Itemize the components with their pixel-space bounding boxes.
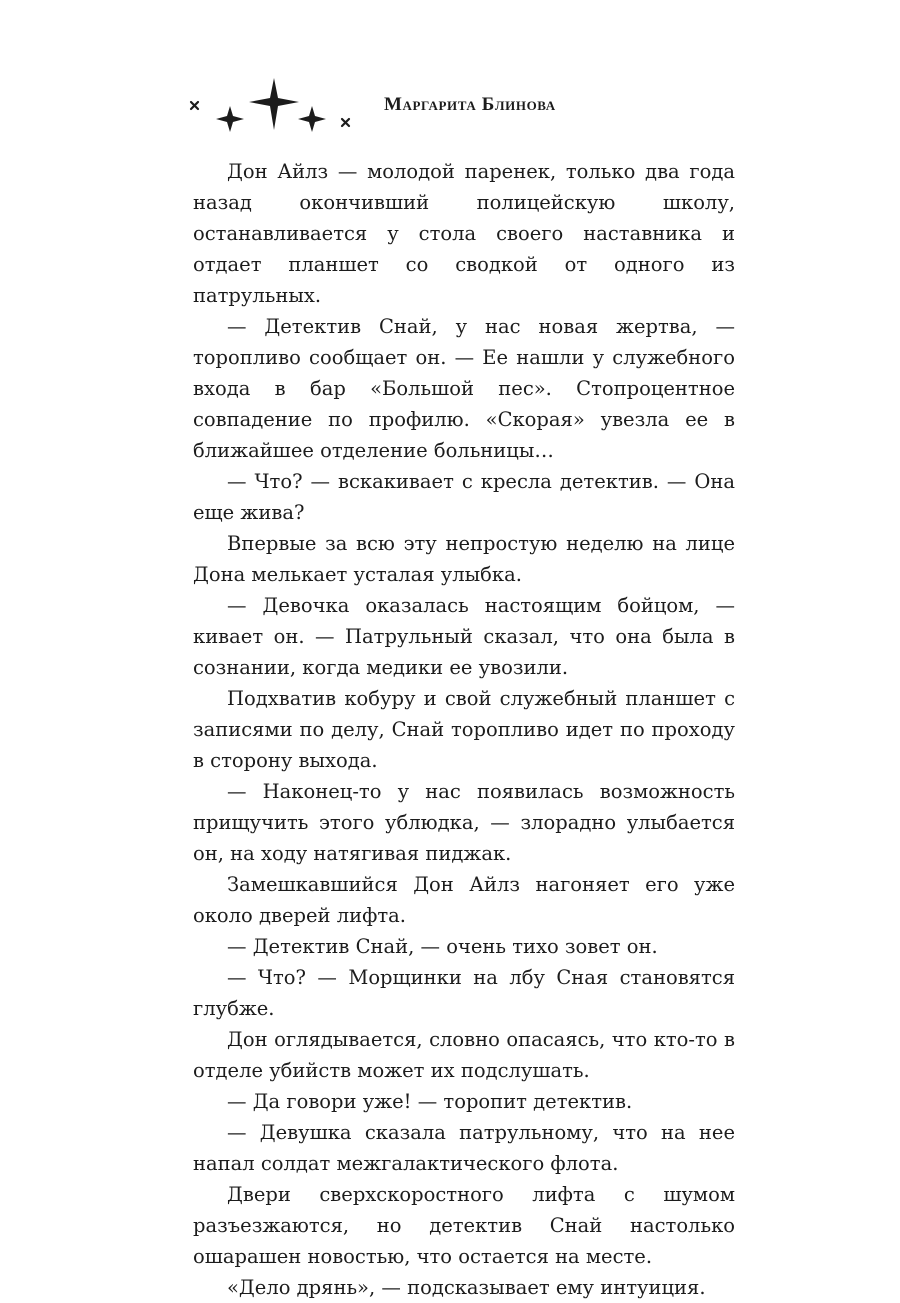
- paragraph: — Что? — Морщинки на лбу Сная становятся глубже.: [193, 966, 735, 1020]
- paragraph: — Наконец-то у нас появилась возможность прищучить этого ублюдка, — злорадно улыбается он, на ходу натягивая пиджак.: [193, 780, 735, 865]
- paragraph: — Девочка оказалась настоящим бойцом, — кивает он. — Патрульный сказал, что она была в сознании, когда медики ее увозили.: [193, 594, 735, 679]
- stars-ornament-icon: [186, 72, 358, 142]
- paragraph: Впервые за всю эту непростую неделю на лице Дона мелькает усталая улыбка.: [193, 532, 735, 586]
- paragraph: — Что? — вскакивает с кресла детектив. — Она еще жива?: [193, 470, 735, 524]
- paragraph: Дон оглядывается, словно опасаясь, что кто-то в отделе убийств может их подслушать.: [193, 1028, 735, 1082]
- paragraph: Подхватив кобуру и свой служебный планшет с записями по делу, Снай торопливо идет по проходу в сторону выхода.: [193, 687, 735, 772]
- page-header: [0, 0, 900, 150]
- author-name: Маргарита Блинова: [384, 94, 556, 115]
- paragraph: — Детектив Снай, — очень тихо зовет он.: [227, 935, 658, 958]
- paragraph: — Девушка сказала патрульному, что на нее напал солдат межгалактического флота.: [193, 1121, 735, 1175]
- paragraph: — Да говори уже! — торопит детектив.: [227, 1090, 633, 1113]
- paragraph: «Дело дрянь», — подсказывает ему интуиция.: [227, 1276, 706, 1299]
- paragraph: Дон Айлз — молодой паренек, только два года назад окончивший полицейскую школу, останавливается у стола своего наставника и отдает планшет со сводкой от одного из патрульных.: [193, 160, 735, 307]
- paragraph: — Детектив Снай, у нас новая жертва, — торопливо сообщает он. — Ее нашли у служебного входа в бар «Большой пес». Стопроцентное совпадение по профилю. «Скорая» увезла ее в ближайшее отделение больницы…: [193, 315, 735, 462]
- paragraph: Двери сверхскоростного лифта с шумом разъезжаются, но детектив Снай настолько ошарашен новостью, что остается на месте.: [193, 1183, 735, 1268]
- paragraph: Замешкавшийся Дон Айлз нагоняет его уже около дверей лифта.: [193, 873, 735, 927]
- body-text: [193, 156, 735, 1303]
